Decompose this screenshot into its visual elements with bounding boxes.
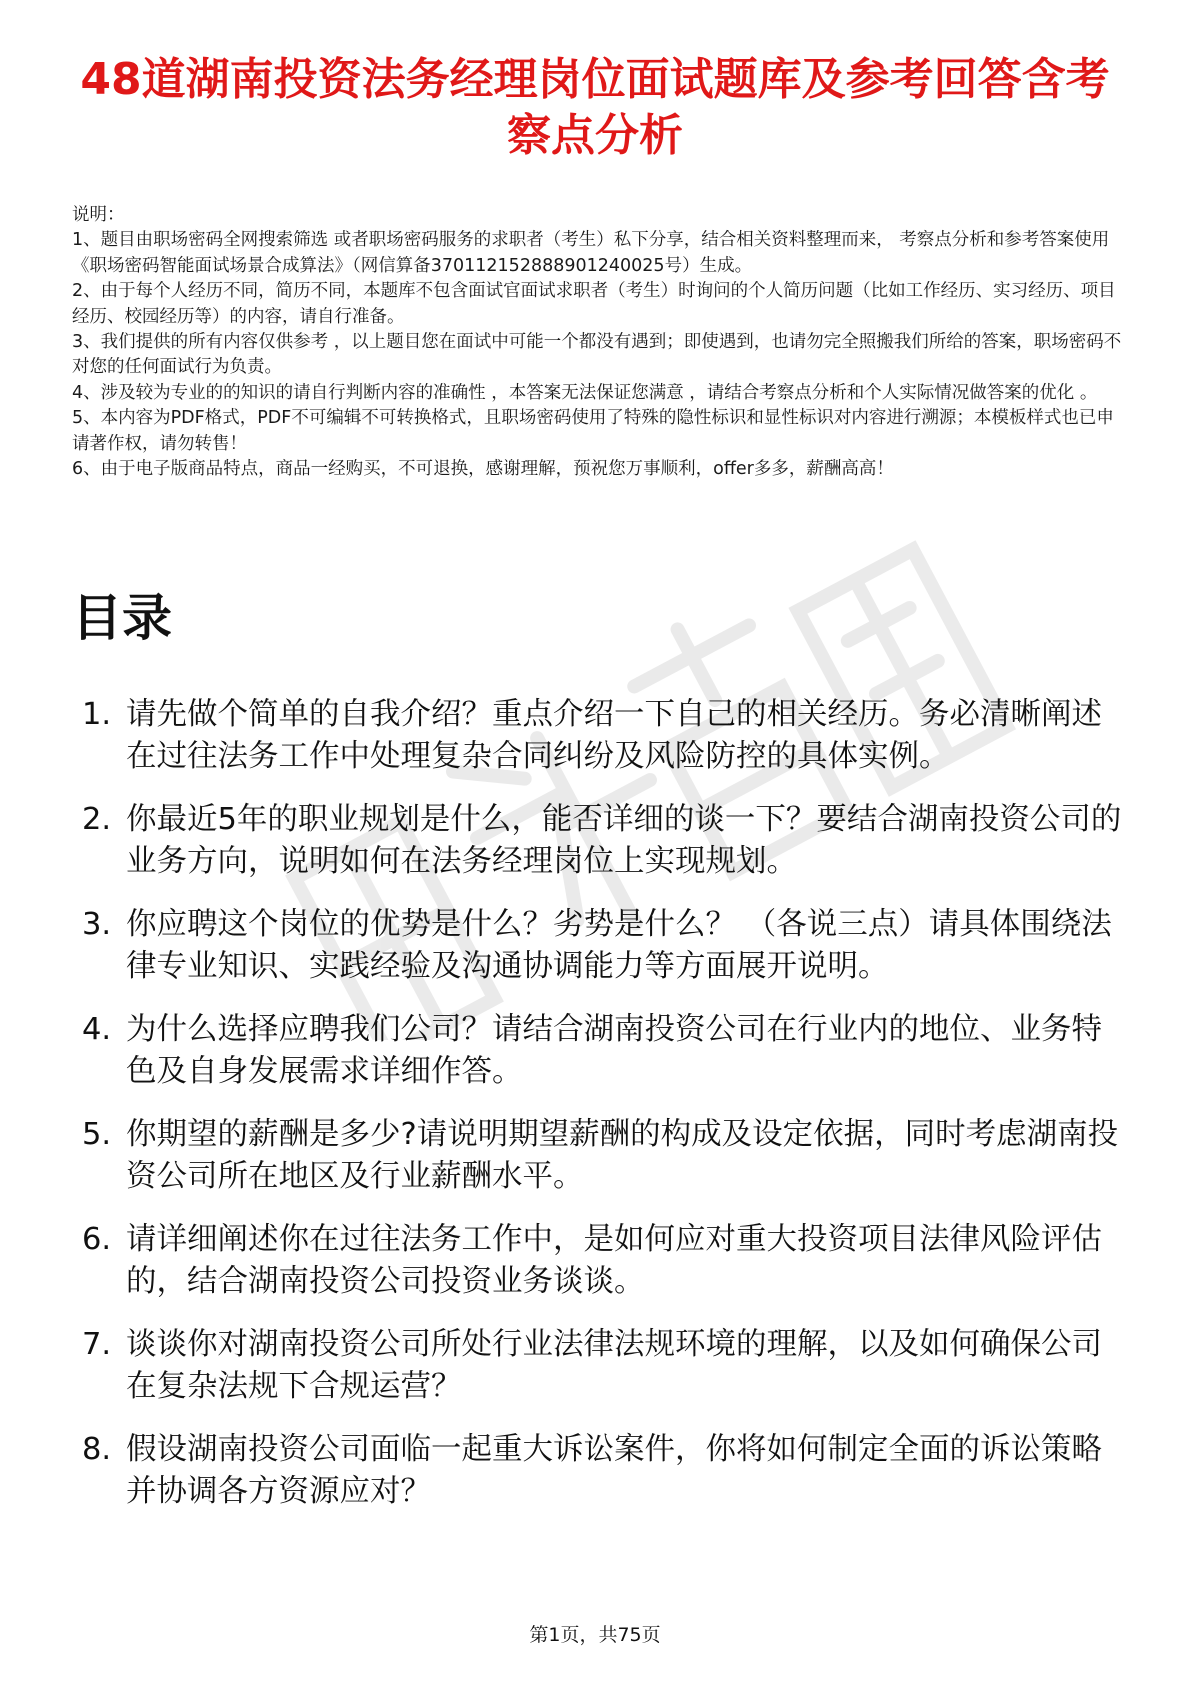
question-text: 假设湖南投资公司面临一起重大诉讼案件，你将如何制定全面的诉讼策略并协调各方资源应对？	[126, 1432, 1102, 1509]
question-item	[82, 904, 1132, 988]
note-item: 5、本内容为PDF格式，PDF不可编辑不可转换格式，且职场密码使用了特殊的隐性标识和显性标识对内容进行溯源；本模板样式也已申请著作权，请勿转售！	[72, 408, 1114, 454]
question-number: 2.	[82, 802, 112, 837]
question-text: 你最近5年的职业规划是什么，能否详细的谈一下？要结合湖南投资公司的业务方向，说明如何在法务经理岗位上实现规划。	[126, 802, 1122, 879]
note-item: 6、由于电子版商品特点，商品一经购买，不可退换，感谢理解，预祝您万事顺利，offer多多，薪酬高高！	[72, 459, 894, 480]
question-item	[82, 1114, 1132, 1198]
question-number: 4.	[82, 1012, 112, 1047]
question-item	[82, 1009, 1132, 1093]
notes-section	[72, 203, 1122, 482]
question-text: 你期望的薪酬是多少?请说明期望薪酬的构成及设定依据，同时考虑湖南投资公司所在地区及行业薪酬水平。	[126, 1117, 1119, 1194]
question-number: 7.	[82, 1327, 112, 1362]
question-text: 为什么选择应聘我们公司？请结合湖南投资公司在行业内的地位、业务特色及自身发展需求详细作答。	[126, 1012, 1102, 1089]
question-number: 6.	[82, 1222, 112, 1257]
question-text: 你应聘这个岗位的优势是什么？劣势是什么？ （各说三点）请具体围绕法律专业知识、实践经验及沟通协调能力等方面展开说明。	[126, 907, 1112, 984]
question-text: 谈谈你对湖南投资公司所处行业法律法规环境的理解，以及如何确保公司在复杂法规下合规运营？	[126, 1327, 1102, 1404]
question-item	[82, 799, 1132, 883]
page-footer: 第1页，共75页	[529, 1624, 661, 1646]
notes-heading: 说明：	[72, 205, 125, 225]
note-item: 2、由于每个人经历不同，简历不同，本题库不包含面试官面试求职者（考生）时询问的个人简历问题（比如工作经历、实习经历、项目经历、校园经历等）的内容，请自行准备。	[72, 281, 1116, 327]
question-text: 请先做个简单的自我介绍？重点介绍一下自己的相关经历。务必清晰阐述在过往法务工作中处理复杂合同纠纷及风险防控的具体实例。	[126, 697, 1102, 774]
question-text: 请详细阐述你在过往法务工作中，是如何应对重大投资项目法律风险评估的，结合湖南投资公司投资业务谈谈。	[126, 1222, 1102, 1299]
note-item: 4、涉及较为专业的的知识的请自行判断内容的准确性 ，本答案无法保证您满意 ，请结合考察点分析和个人实际情况做答案的优化 。	[72, 382, 1098, 403]
question-item	[82, 1219, 1132, 1303]
toc-heading: 目录	[72, 589, 172, 647]
question-item	[82, 694, 1132, 778]
note-item: 1、题目由职场密码全网搜索筛选 或者职场密码服务的求职者（考生）私下分享，结合相关资料整理而来， 考察点分析和参考答案使用《职场密码智能面试场景合成算法》（网信算备370112152888901240025号）生成。	[72, 230, 1110, 276]
question-number: 8.	[82, 1432, 112, 1467]
question-number: 3.	[82, 907, 112, 942]
document-title: 48道湖南投资法务经理岗位面试题库及参考回答含考察点分析	[80, 54, 1110, 161]
question-item	[82, 1324, 1132, 1408]
question-number: 1.	[82, 697, 112, 732]
question-number: 5.	[82, 1117, 112, 1152]
question-list	[82, 694, 1132, 1534]
note-item: 3、我们提供的所有内容仅供参考 ，以上题目您在面试中可能一个都没有遇到；即使遇到，也请勿完全照搬我们所给的答案，职场密码不对您的任何面试行为负责。	[72, 332, 1122, 378]
question-item	[82, 1429, 1132, 1513]
